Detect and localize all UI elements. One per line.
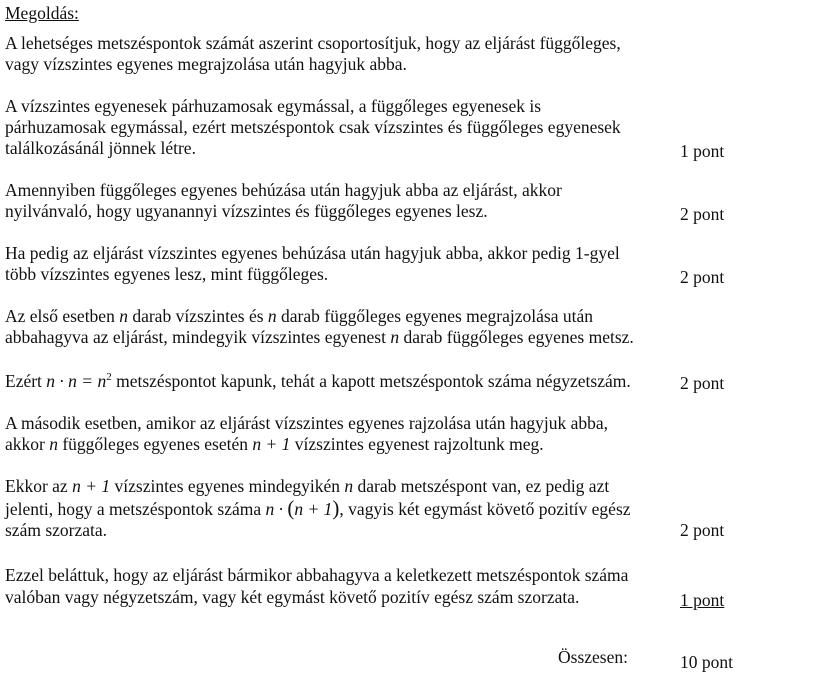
paragraph-line: több vízszintes egyenes lesz, mint függőleges. (5, 264, 329, 284)
paragraph-line: vagy vízszintes egyenes megrajzolása után hagyjuk abba. (5, 54, 407, 74)
points-label: 2 pont (680, 520, 725, 540)
text: akkor (5, 434, 50, 454)
points-label: 2 pont (680, 204, 725, 224)
math-n-plus-1: n + 1 (252, 434, 291, 454)
points-label: 2 pont (680, 373, 725, 393)
total-label: Összesen: (558, 647, 628, 667)
text: darab metszéspont van, ez pedig azt (353, 476, 610, 496)
paragraph-line: nyilvánvaló, hogy ugyanannyi vízszintes és függőleges egyenes lesz. (5, 201, 488, 221)
paragraph-line: Amennyiben függőleges egyenes behúzása után hagyjuk abba az eljárást, akkor (5, 180, 562, 200)
paragraph-line: A vízszintes egyenesek párhuzamosak egymással, a függőleges egyenesek is (5, 96, 542, 116)
points-label: 1 pont (680, 590, 725, 610)
math-n: n (267, 306, 277, 326)
text: jelenti, hogy a metszéspontok száma (5, 499, 266, 519)
text: Ekkor az (5, 476, 73, 496)
text: darab függőleges egyenes metsz. (399, 327, 634, 347)
text: függőleges egyenes esetén (57, 434, 253, 454)
paragraph-line (5, 371, 631, 392)
points-label: 1 pont (680, 141, 725, 161)
paragraph-line (5, 327, 634, 348)
math-product: n · (265, 499, 288, 519)
math-exponent: 2 (106, 371, 112, 383)
paragraph-line: A lehetséges metszéspontok számát aszerint csoportosítjuk, hogy az eljárást függőleges, (5, 33, 621, 53)
text: darab függőleges egyenes megrajzolása után (276, 306, 593, 326)
paragraph-line (5, 498, 631, 520)
text: vízszintes egyenest rajzoltunk meg. (290, 434, 544, 454)
paragraph-line (5, 476, 609, 497)
points-label: 2 pont (680, 267, 725, 287)
math-paren-open: ( (287, 496, 295, 520)
math-paren-close: ) (332, 496, 340, 520)
solution-heading: Megoldás: (5, 3, 79, 23)
text: metszéspontot kapunk, tehát a kapott metszéspontok száma négyzetszám. (111, 371, 631, 391)
math-n: n (344, 476, 354, 496)
paragraph-line: A második esetben, amikor az eljárást vízszintes egyenes rajzolása után hagyjuk abba, (5, 413, 609, 433)
paragraph-line: Ezzel beláttuk, hogy az eljárást bármikor abbahagyva a keletkezett metszéspontok száma (5, 565, 629, 585)
text: , vagyis két egymást követő pozitív egész (339, 499, 631, 519)
text: darab vízszintes és (127, 306, 268, 326)
paragraph-line: valóban vagy négyzetszám, vagy két egymást követő pozitív egész szám szorzata. (5, 587, 580, 607)
paragraph-line: Ha pedig az eljárást vízszintes egyenes behúzása után hagyjuk abba, akkor pedig 1-gyel (5, 243, 620, 263)
text: Az első esetben (5, 306, 120, 326)
text: abbahagyva az eljárást, mindegyik vízszintes egyenest (5, 327, 391, 347)
text: Ezért (5, 371, 47, 391)
paragraph-line (5, 306, 593, 327)
paragraph-line: szám szorzata. (5, 520, 108, 540)
math-n: n (49, 434, 58, 454)
paragraph-line: párhuzamosak egymással, ezért metszéspontok csak vízszintes és függőleges egyenesek (5, 117, 621, 137)
paragraph-line (5, 434, 544, 455)
math-n-plus-1: n + 1 (294, 499, 333, 519)
math-formula: n · n = n (46, 371, 107, 391)
paragraph-line: találkozásánál jönnek létre. (5, 138, 196, 158)
total-value: 10 pont (680, 652, 733, 672)
text: vízszintes egyenes mindegyikén (110, 476, 345, 496)
math-n: n (119, 306, 128, 326)
math-n: n (390, 327, 400, 347)
math-n-plus-1: n + 1 (72, 476, 111, 496)
